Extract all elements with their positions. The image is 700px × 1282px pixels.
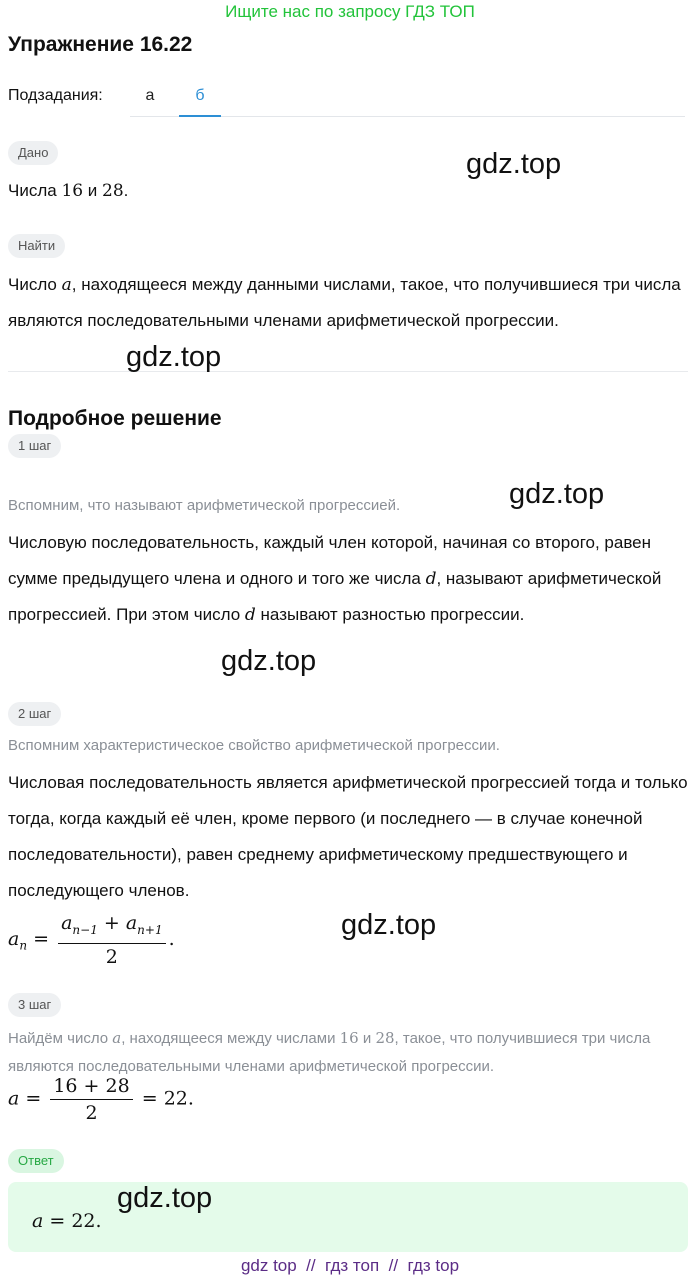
formula-num-a-sub: n−1 <box>72 922 98 937</box>
find-text <box>8 267 692 339</box>
formula3-result: = 22. <box>141 1087 194 1110</box>
step-3-hint-var: a <box>112 1029 122 1047</box>
given-number-1: 16 <box>61 181 84 201</box>
find-prefix: Число <box>8 275 62 294</box>
watermark: gdz.top <box>509 478 605 510</box>
watermark: gdz.top <box>341 909 437 941</box>
watermark: gdz.top <box>117 1182 213 1214</box>
subtasks-label: Подзадания: <box>8 87 103 104</box>
formula-num-b-sub: n+1 <box>137 922 163 937</box>
step-1-hint: Вспомним, что называют арифметической прогрессией. <box>8 497 401 514</box>
section-divider <box>8 371 688 372</box>
tab-subtask-b[interactable]: б <box>179 78 221 117</box>
formula3-lhs: a <box>8 1087 20 1110</box>
given-text <box>8 173 692 209</box>
formula-numerator <box>58 910 166 944</box>
formula-equals: = <box>33 927 50 950</box>
page-title: Упражнение 16.22 <box>8 33 193 56</box>
step-2-badge <box>8 702 61 726</box>
solution-title: Подробное решение <box>8 407 222 430</box>
formula-denominator: 2 <box>105 945 118 968</box>
step-2-hint: Вспомним характеристическое свойство арифметической прогрессии. <box>8 737 500 754</box>
formula3-numerator: 16 + 28 <box>50 1073 132 1100</box>
step-3-formula <box>8 1073 194 1126</box>
step-1-text <box>8 525 692 633</box>
find-label: Найти <box>8 234 65 258</box>
step-1-label: 1 шаг <box>8 434 61 458</box>
formula3-denominator: 2 <box>85 1102 98 1124</box>
step-3-hint-mid: , находящееся между числами <box>121 1030 340 1047</box>
formula-num-a: a <box>61 912 73 934</box>
formula3-fraction <box>50 1073 132 1126</box>
step-1-var-1: d <box>425 569 437 589</box>
footer-links: gdz top // гдз топ // гдз top <box>240 1256 460 1275</box>
given-and: и <box>83 181 103 200</box>
formula-fraction <box>58 910 166 970</box>
answer-value: = 22. <box>49 1210 102 1232</box>
tab-subtask-a[interactable]: а <box>145 87 155 104</box>
given-label: Дано <box>8 141 58 165</box>
step-3-hint-n1: 16 <box>339 1029 359 1047</box>
step-1-text-c: называют разностью прогрессии. <box>255 605 525 624</box>
subtasks-tabs <box>130 78 685 117</box>
formula-num-b: a <box>125 912 138 934</box>
formula-end: . <box>168 927 175 950</box>
step-3-hint-suffix: , такое, что получившиеся три числа являются последовательными членами арифметической прогрессии. <box>8 1030 651 1075</box>
answer-var: a <box>32 1210 44 1232</box>
answer-badge <box>8 1149 64 1173</box>
step-1-text-a: Числовую последовательность, каждый член которой, начиная со второго, равен сумме предыдущего члена и одного и того же числа <box>8 533 652 588</box>
answer-box <box>8 1182 688 1252</box>
formula3-equals: = <box>25 1087 42 1110</box>
formula-plus: + <box>103 912 120 934</box>
step-3-label: 3 шаг <box>8 993 61 1017</box>
formula-lhs: a <box>8 927 20 950</box>
watermark: gdz.top <box>126 341 222 373</box>
step-2-label: 2 шаг <box>8 702 61 726</box>
step-1-badge <box>8 434 61 458</box>
step-3-hint-prefix: Найдём число <box>8 1030 113 1047</box>
formula-lhs-sub: n <box>19 938 28 953</box>
given-prefix: Числа <box>8 181 62 200</box>
find-variable: a <box>61 275 72 295</box>
watermark: gdz.top <box>221 645 317 677</box>
find-suffix: , находящееся между данными числами, такое, что получившиеся три числа являются последовательными членами арифметической прогрессии. <box>8 275 681 330</box>
find-badge <box>8 234 65 258</box>
step-1-var-2: d <box>244 605 256 625</box>
step-2-text: Числовая последовательность является арифметической прогрессией тогда и только тогда, когда каждый её член, кроме первого (и последнего — в случае конечной последовательности), равен среднему арифметическому предшествующего и последующего членов. <box>8 773 688 900</box>
given-number-2: 28 <box>102 181 124 201</box>
watermark: gdz.top <box>466 148 562 180</box>
step-2-formula <box>8 910 175 970</box>
answer-formula <box>32 1210 102 1232</box>
step-3-hint-n2: 28 <box>375 1029 395 1047</box>
answer-label: Ответ <box>8 1149 64 1173</box>
step-3-hint-and: и <box>358 1030 376 1047</box>
given-suffix: . <box>123 181 129 200</box>
given-badge <box>8 141 58 165</box>
step-1-text-b: , называют арифметической прогрессией. При этом число <box>8 569 662 624</box>
step-3-badge <box>8 993 61 1017</box>
top-banner: Ищите нас по запросу ГДЗ ТОП <box>225 2 475 21</box>
